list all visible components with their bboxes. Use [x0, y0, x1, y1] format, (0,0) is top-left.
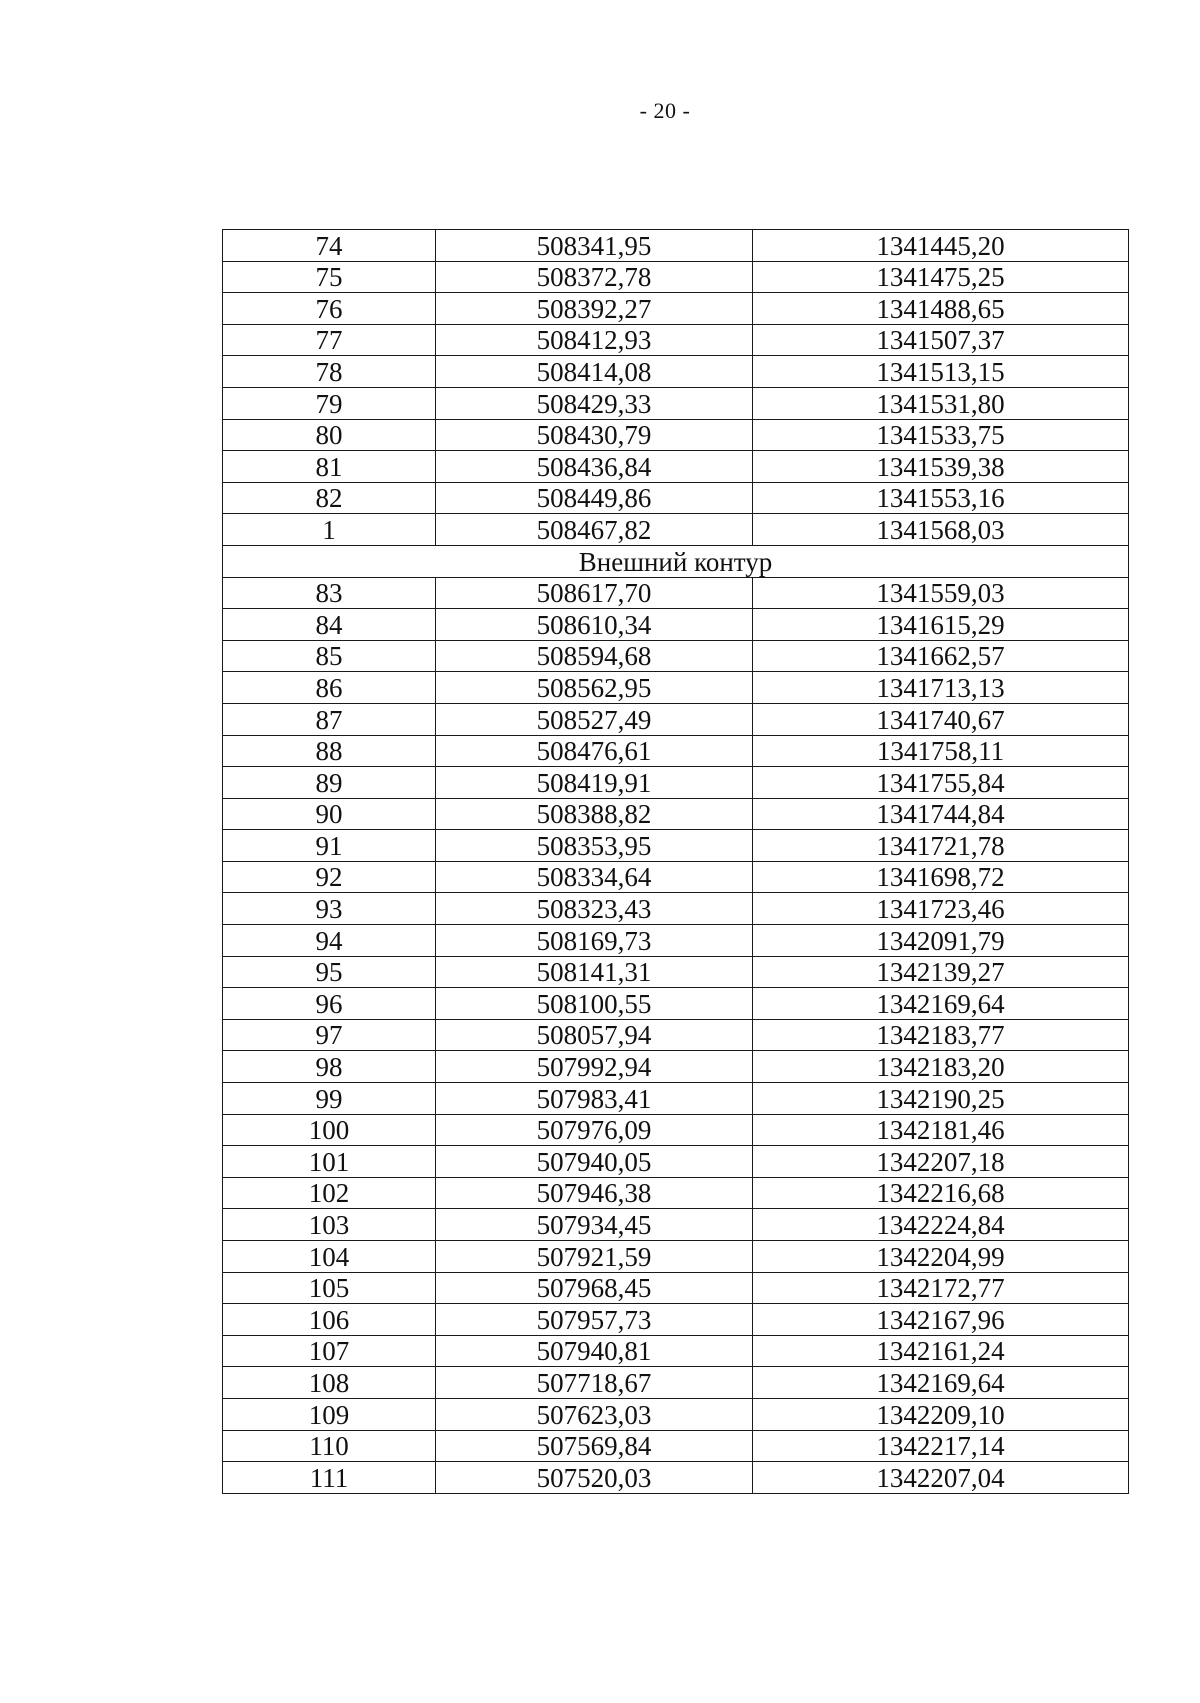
y-coordinate-cell: 1341475,25	[753, 261, 1129, 293]
x-coordinate-cell: 507976,09	[436, 1114, 753, 1146]
y-coordinate-cell: 1341698,72	[753, 861, 1129, 893]
point-number-cell: 99	[223, 1083, 436, 1115]
table-body-before	[223, 230, 1129, 546]
y-coordinate-cell: 1341713,13	[753, 672, 1129, 704]
point-number-cell: 75	[223, 261, 436, 293]
x-coordinate-cell: 507940,81	[436, 1335, 753, 1367]
x-coordinate-cell: 508372,78	[436, 261, 753, 293]
point-number-cell: 93	[223, 893, 436, 925]
x-coordinate-cell: 508414,08	[436, 356, 753, 388]
point-number-cell: 91	[223, 830, 436, 862]
table-row	[223, 893, 1129, 925]
table-row	[223, 640, 1129, 672]
point-number-cell: 96	[223, 988, 436, 1020]
x-coordinate-cell: 508449,86	[436, 482, 753, 514]
point-number-cell: 89	[223, 767, 436, 799]
y-coordinate-cell: 1342167,96	[753, 1304, 1129, 1336]
point-number-cell: 87	[223, 703, 436, 735]
x-coordinate-cell: 508057,94	[436, 1019, 753, 1051]
x-coordinate-cell: 507992,94	[436, 1051, 753, 1083]
table-row	[223, 387, 1129, 419]
x-coordinate-cell: 508334,64	[436, 861, 753, 893]
point-number-cell: 107	[223, 1335, 436, 1367]
y-coordinate-cell: 1342169,64	[753, 988, 1129, 1020]
y-coordinate-cell: 1341533,75	[753, 419, 1129, 451]
point-number-cell: 81	[223, 451, 436, 483]
point-number-cell: 79	[223, 387, 436, 419]
y-coordinate-cell: 1342207,04	[753, 1462, 1129, 1494]
table-row	[223, 514, 1129, 546]
y-coordinate-cell: 1342172,77	[753, 1272, 1129, 1304]
x-coordinate-cell: 507623,03	[436, 1398, 753, 1430]
y-coordinate-cell: 1342169,64	[753, 1367, 1129, 1399]
x-coordinate-cell: 508430,79	[436, 419, 753, 451]
point-number-cell: 111	[223, 1462, 436, 1494]
table-row	[223, 1177, 1129, 1209]
x-coordinate-cell: 508476,61	[436, 735, 753, 767]
table-row	[223, 1304, 1129, 1336]
y-coordinate-cell: 1341721,78	[753, 830, 1129, 862]
x-coordinate-cell: 508562,95	[436, 672, 753, 704]
point-number-cell: 85	[223, 640, 436, 672]
table-row	[223, 672, 1129, 704]
table-row	[223, 1083, 1129, 1115]
point-number-cell: 82	[223, 482, 436, 514]
point-number-cell: 1	[223, 514, 436, 546]
x-coordinate-cell: 507569,84	[436, 1430, 753, 1462]
y-coordinate-cell: 1341740,67	[753, 703, 1129, 735]
table-row	[223, 1146, 1129, 1178]
x-coordinate-cell: 507921,59	[436, 1241, 753, 1273]
y-coordinate-cell: 1342216,68	[753, 1177, 1129, 1209]
y-coordinate-cell: 1342224,84	[753, 1209, 1129, 1241]
x-coordinate-cell: 508323,43	[436, 893, 753, 925]
x-coordinate-cell: 508610,34	[436, 609, 753, 641]
point-number-cell: 88	[223, 735, 436, 767]
x-coordinate-cell: 508617,70	[436, 577, 753, 609]
table-row	[223, 577, 1129, 609]
x-coordinate-cell: 507957,73	[436, 1304, 753, 1336]
x-coordinate-cell: 508594,68	[436, 640, 753, 672]
point-number-cell: 100	[223, 1114, 436, 1146]
y-coordinate-cell: 1341758,11	[753, 735, 1129, 767]
table-row	[223, 261, 1129, 293]
x-coordinate-cell: 507940,05	[436, 1146, 753, 1178]
y-coordinate-cell: 1341755,84	[753, 767, 1129, 799]
y-coordinate-cell: 1342183,77	[753, 1019, 1129, 1051]
point-number-cell: 90	[223, 798, 436, 830]
table-row	[223, 703, 1129, 735]
point-number-cell: 76	[223, 293, 436, 325]
table-row	[223, 324, 1129, 356]
table-row	[223, 451, 1129, 483]
table-row	[223, 356, 1129, 388]
point-number-cell: 105	[223, 1272, 436, 1304]
x-coordinate-cell: 508353,95	[436, 830, 753, 862]
y-coordinate-cell: 1342181,46	[753, 1114, 1129, 1146]
section-row-group	[223, 545, 1129, 577]
y-coordinate-cell: 1342204,99	[753, 1241, 1129, 1273]
y-coordinate-cell: 1342190,25	[753, 1083, 1129, 1115]
point-number-cell: 106	[223, 1304, 436, 1336]
table-row	[223, 1430, 1129, 1462]
y-coordinate-cell: 1341662,57	[753, 640, 1129, 672]
point-number-cell: 78	[223, 356, 436, 388]
point-number-cell: 92	[223, 861, 436, 893]
table-row	[223, 1241, 1129, 1273]
x-coordinate-cell: 508141,31	[436, 956, 753, 988]
x-coordinate-cell: 508467,82	[436, 514, 753, 546]
x-coordinate-cell: 508388,82	[436, 798, 753, 830]
x-coordinate-cell: 508419,91	[436, 767, 753, 799]
x-coordinate-cell: 507968,45	[436, 1272, 753, 1304]
point-number-cell: 108	[223, 1367, 436, 1399]
table-row	[223, 1051, 1129, 1083]
point-number-cell: 83	[223, 577, 436, 609]
y-coordinate-cell: 1341568,03	[753, 514, 1129, 546]
table-row	[223, 830, 1129, 862]
table-row	[223, 735, 1129, 767]
table-body-after	[223, 577, 1129, 1493]
x-coordinate-cell: 507934,45	[436, 1209, 753, 1241]
table-row	[223, 482, 1129, 514]
table-row	[223, 861, 1129, 893]
y-coordinate-cell: 1341559,03	[753, 577, 1129, 609]
x-coordinate-cell: 507718,67	[436, 1367, 753, 1399]
y-coordinate-cell: 1341531,80	[753, 387, 1129, 419]
x-coordinate-cell: 508100,55	[436, 988, 753, 1020]
point-number-cell: 97	[223, 1019, 436, 1051]
x-coordinate-cell: 508392,27	[436, 293, 753, 325]
table-row	[223, 1019, 1129, 1051]
table-row	[223, 956, 1129, 988]
table-row	[223, 419, 1129, 451]
point-number-cell: 103	[223, 1209, 436, 1241]
point-number-cell: 95	[223, 956, 436, 988]
section-title-outer-contour: Внешний контур	[223, 545, 1129, 577]
section-row	[223, 545, 1129, 577]
table-row	[223, 767, 1129, 799]
point-number-cell: 84	[223, 609, 436, 641]
point-number-cell: 101	[223, 1146, 436, 1178]
table-row	[223, 1398, 1129, 1430]
point-number-cell: 110	[223, 1430, 436, 1462]
point-number-cell: 80	[223, 419, 436, 451]
x-coordinate-cell: 507946,38	[436, 1177, 753, 1209]
table-row	[223, 293, 1129, 325]
x-coordinate-cell: 508412,93	[436, 324, 753, 356]
y-coordinate-cell: 1341723,46	[753, 893, 1129, 925]
y-coordinate-cell: 1342183,20	[753, 1051, 1129, 1083]
x-coordinate-cell: 508169,73	[436, 925, 753, 957]
y-coordinate-cell: 1341615,29	[753, 609, 1129, 641]
point-number-cell: 74	[223, 230, 436, 262]
page-number: - 20 -	[639, 98, 691, 123]
y-coordinate-cell: 1341744,84	[753, 798, 1129, 830]
x-coordinate-cell: 508436,84	[436, 451, 753, 483]
x-coordinate-cell: 508429,33	[436, 387, 753, 419]
point-number-cell: 77	[223, 324, 436, 356]
point-number-cell: 94	[223, 925, 436, 957]
y-coordinate-cell: 1342139,27	[753, 956, 1129, 988]
y-coordinate-cell: 1341513,15	[753, 356, 1129, 388]
y-coordinate-cell: 1341539,38	[753, 451, 1129, 483]
y-coordinate-cell: 1341507,37	[753, 324, 1129, 356]
table-row	[223, 798, 1129, 830]
table-row	[223, 609, 1129, 641]
table-row	[223, 988, 1129, 1020]
table-row	[223, 230, 1129, 262]
x-coordinate-cell: 507520,03	[436, 1462, 753, 1494]
table-row	[223, 1462, 1129, 1494]
y-coordinate-cell: 1342217,14	[753, 1430, 1129, 1462]
point-number-cell: 86	[223, 672, 436, 704]
y-coordinate-cell: 1341445,20	[753, 230, 1129, 262]
table-row	[223, 1335, 1129, 1367]
y-coordinate-cell: 1342207,18	[753, 1146, 1129, 1178]
point-number-cell: 104	[223, 1241, 436, 1273]
x-coordinate-cell: 508527,49	[436, 703, 753, 735]
table-row	[223, 1272, 1129, 1304]
table-row	[223, 1114, 1129, 1146]
table-row	[223, 925, 1129, 957]
y-coordinate-cell: 1342091,79	[753, 925, 1129, 957]
coordinates-table	[222, 229, 1129, 1494]
x-coordinate-cell: 507983,41	[436, 1083, 753, 1115]
y-coordinate-cell: 1341488,65	[753, 293, 1129, 325]
x-coordinate-cell: 508341,95	[436, 230, 753, 262]
table-row	[223, 1367, 1129, 1399]
y-coordinate-cell: 1342209,10	[753, 1398, 1129, 1430]
table-row	[223, 1209, 1129, 1241]
point-number-cell: 102	[223, 1177, 436, 1209]
point-number-cell: 109	[223, 1398, 436, 1430]
point-number-cell: 98	[223, 1051, 436, 1083]
y-coordinate-cell: 1342161,24	[753, 1335, 1129, 1367]
y-coordinate-cell: 1341553,16	[753, 482, 1129, 514]
